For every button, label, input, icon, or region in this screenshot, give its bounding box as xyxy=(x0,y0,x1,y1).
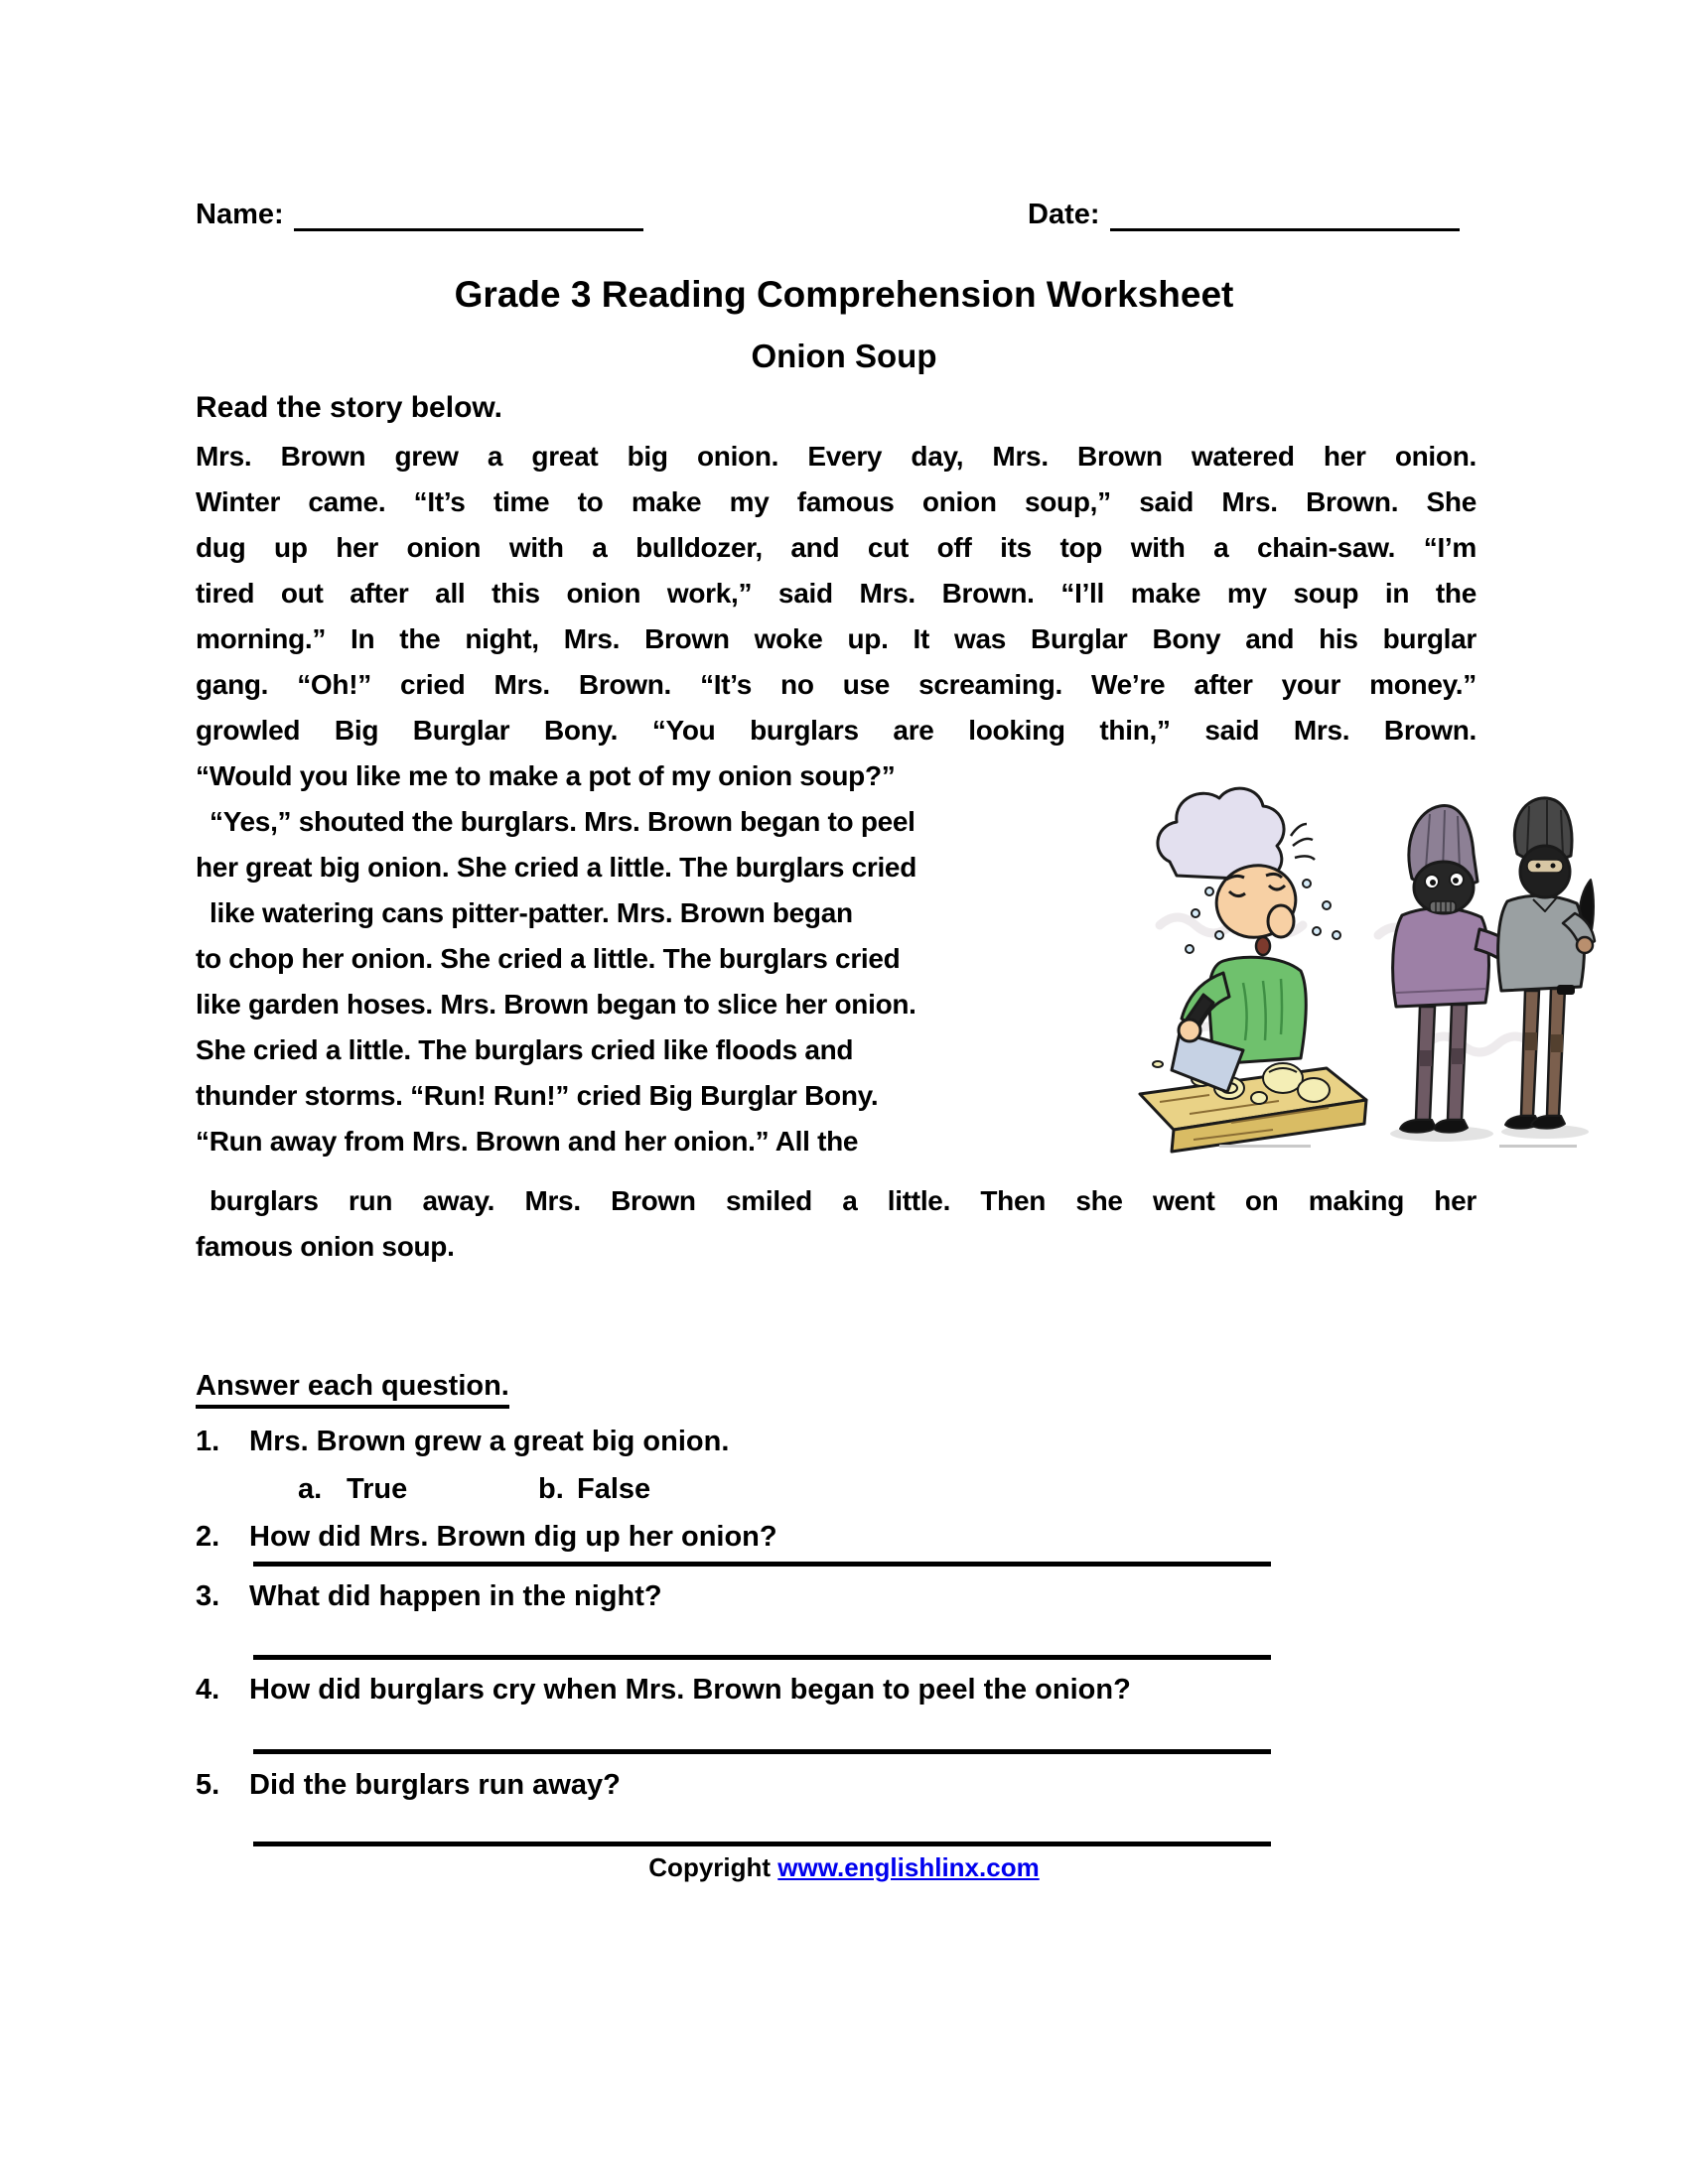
story-line: like garden hoses. Mrs. Brown began to slice her onion. xyxy=(196,989,916,1020)
story-line: Winter came. “It’s time to make my famous onion soup,” said Mrs. Brown. She xyxy=(196,486,1477,517)
question-3 xyxy=(196,1576,662,1616)
copyright-link[interactable]: www.englishlinx.com xyxy=(777,1852,1040,1882)
question-number: 3. xyxy=(196,1580,220,1612)
question-text: How did Mrs. Brown dig up her onion? xyxy=(249,1521,777,1553)
option-a-text: True xyxy=(347,1473,408,1505)
question-text: How did burglars cry when Mrs. Brown began to peel the onion? xyxy=(249,1674,1131,1706)
questions-header: Answer each question. xyxy=(196,1368,509,1409)
answer-line-q4 xyxy=(253,1749,1271,1754)
story-illustration xyxy=(1132,784,1597,1154)
option-b-label: b. xyxy=(538,1473,564,1505)
answer-line-q2 xyxy=(253,1562,1271,1567)
caption-mark xyxy=(1499,1145,1577,1148)
question-4 xyxy=(196,1670,1131,1709)
answer-line-q5 xyxy=(253,1842,1271,1846)
question-text: What did happen in the night? xyxy=(249,1580,662,1612)
date-blank-line xyxy=(1110,195,1460,231)
story-line: gang. “Oh!” cried Mrs. Brown. “It’s no use screaming. We’re after your money.” xyxy=(196,669,1477,700)
date-label: Date: xyxy=(1028,199,1100,230)
story-line: like watering cans pitter-patter. Mrs. Brown began xyxy=(210,897,853,928)
story-line: famous onion soup. xyxy=(196,1231,455,1262)
caption-mark xyxy=(1219,1145,1311,1148)
story-line: Mrs. Brown grew a great big onion. Every day, Mrs. Brown watered her onion. xyxy=(196,441,1477,472)
option-b-text: False xyxy=(577,1473,651,1505)
worksheet-title: Grade 3 Reading Comprehension Worksheet xyxy=(454,274,1234,315)
burglar-gray xyxy=(1498,798,1595,1129)
question-2 xyxy=(196,1517,777,1557)
story-line: her great big onion. She cried a little. The burglars cried xyxy=(196,852,917,883)
question-number: 4. xyxy=(196,1674,220,1706)
story-line: burglars run away. Mrs. Brown smiled a little. Then she went on making her xyxy=(210,1185,1477,1216)
question-text: Mrs. Brown grew a great big onion. xyxy=(249,1426,730,1457)
name-field xyxy=(196,195,643,234)
date-field xyxy=(1028,195,1460,234)
name-label: Name: xyxy=(196,199,284,230)
story-line: dug up her onion with a bulldozer, and cut off its top with a chain-saw. “I’m xyxy=(196,532,1477,563)
story-line: thunder storms. “Run! Run!” cried Big Burglar Bony. xyxy=(196,1080,879,1111)
story-line: to chop her onion. She cried a little. The burglars cried xyxy=(196,943,901,974)
story-line: “Run away from Mrs. Brown and her onion.” All the xyxy=(196,1126,859,1157)
answer-line-q3 xyxy=(253,1655,1271,1660)
story-line: tired out after all this onion work,” said Mrs. Brown. “I’ll make my soup in the xyxy=(196,578,1477,609)
story-line: morning.” In the night, Mrs. Brown woke up. It was Burglar Bony and his burglar xyxy=(196,623,1477,654)
copyright-label: Copyright xyxy=(648,1852,772,1882)
question-number: 1. xyxy=(196,1426,220,1457)
question-text: Did the burglars run away? xyxy=(249,1769,621,1801)
story-instruction: Read the story below. xyxy=(196,391,502,424)
story-line: growled Big Burglar Bony. “You burglars are looking thin,” said Mrs. Brown. xyxy=(196,715,1477,746)
name-blank-line xyxy=(294,195,643,231)
story-line: “Yes,” shouted the burglars. Mrs. Brown began to peel xyxy=(210,806,915,837)
chef-figure xyxy=(1140,788,1366,1152)
story-line: “Would you like me to make a pot of my onion soup?” xyxy=(196,760,896,791)
worksheet-subtitle: Onion Soup xyxy=(751,338,937,374)
question-5 xyxy=(196,1765,621,1805)
question-1-options xyxy=(196,1469,1481,1509)
story-line: She cried a little. The burglars cried like floods and xyxy=(196,1034,854,1065)
question-number: 5. xyxy=(196,1769,220,1801)
question-1 xyxy=(196,1422,729,1461)
footer xyxy=(0,1850,1688,1884)
question-number: 2. xyxy=(196,1521,220,1553)
questions-section xyxy=(196,1368,1481,1884)
option-a-label: a. xyxy=(298,1473,323,1505)
